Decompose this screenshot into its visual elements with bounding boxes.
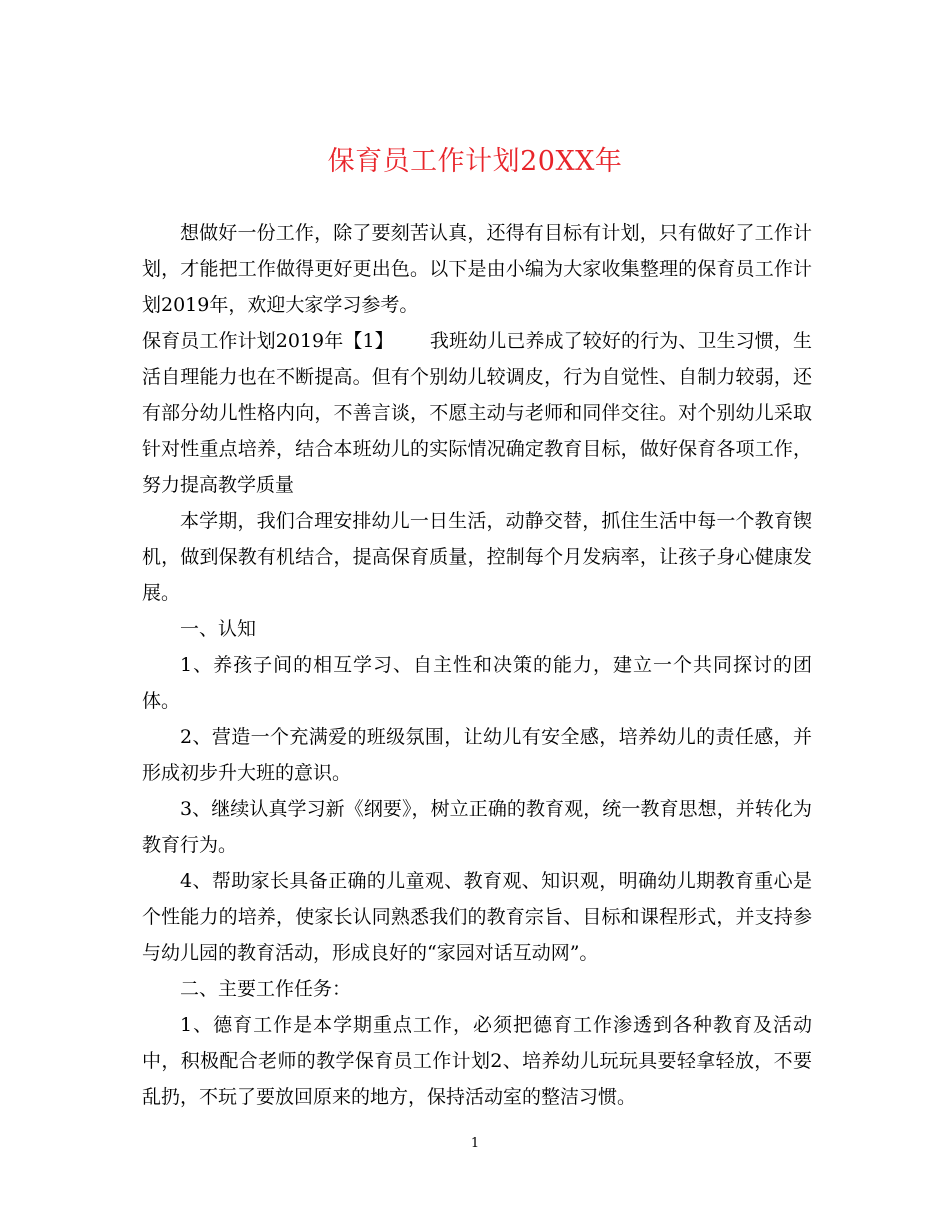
document-title: 保育员工作计划20XX年 (327, 146, 623, 177)
cognition-item-4: 4、帮助家长具备正确的儿童观、教育观、知识观，明确幼儿期教育重心是个性能力的培养，使家长认同熟悉我们的教育宗旨、目标和课程形式，并支持参与幼儿园的教育活动，形成良好的“家园对话互动网”。 (142, 870, 812, 964)
tasks-heading: 二、主要工作任务： (180, 978, 352, 1000)
page-number: 1 (470, 1136, 480, 1151)
document-body (142, 215, 812, 1115)
cognition-item-1: 1、养孩子间的相互学习、自主性和决策的能力，建立一个共同探讨的团体。 (142, 654, 812, 712)
section1-text: 我班幼儿已养成了较好的行为、卫生习惯，生活自理能力也在不断提高。但有个别幼儿较调皮，行为自觉性、自制力较弱，还有部分幼儿性格内向，不善言谈，不愿主动与老师和同伴交往。对个别幼儿采取针对性重点培养，结合本班幼儿的实际情况确定教育目标，做好保育各项工作，努力提高教学质量 (142, 330, 812, 496)
cognition-item-2: 2、营造一个充满爱的班级氛围，让幼儿有安全感，培养幼儿的责任感，并形成初步升大班的意识。 (142, 726, 812, 784)
cognition-heading: 一、认知 (180, 618, 257, 640)
section1-paragraph (142, 323, 812, 503)
intro-paragraph: 想做好一份工作，除了要刻苦认真，还得有目标有计划，只有做好了工作计划，才能把工作做得更好更出色。以下是由小编为大家收集整理的保育员工作计划2019年，欢迎大家学习参考。 (142, 222, 812, 316)
semester-paragraph: 本学期，我们合理安排幼儿一日生活，动静交替，抓住生活中每一个教育锲机，做到保教有机结合，提高保育质量，控制每个月发病率，让孩子身心健康发展。 (142, 510, 812, 604)
section1-heading: 保育员工作计划2019年【1】 (142, 330, 394, 352)
cognition-item-3: 3、继续认真学习新《纲要》，树立正确的教育观，统一教育思想，并转化为教育行为。 (142, 798, 812, 856)
tasks-item-1: 1、德育工作是本学期重点工作，必须把德育工作渗透到各种教育及活动中，积极配合老师的教学保育员工作计划2、培养幼儿玩玩具要轻拿轻放，不要乱扔，不玩了要放回原来的地方，保持活动室的整洁习惯。 (142, 1014, 812, 1108)
